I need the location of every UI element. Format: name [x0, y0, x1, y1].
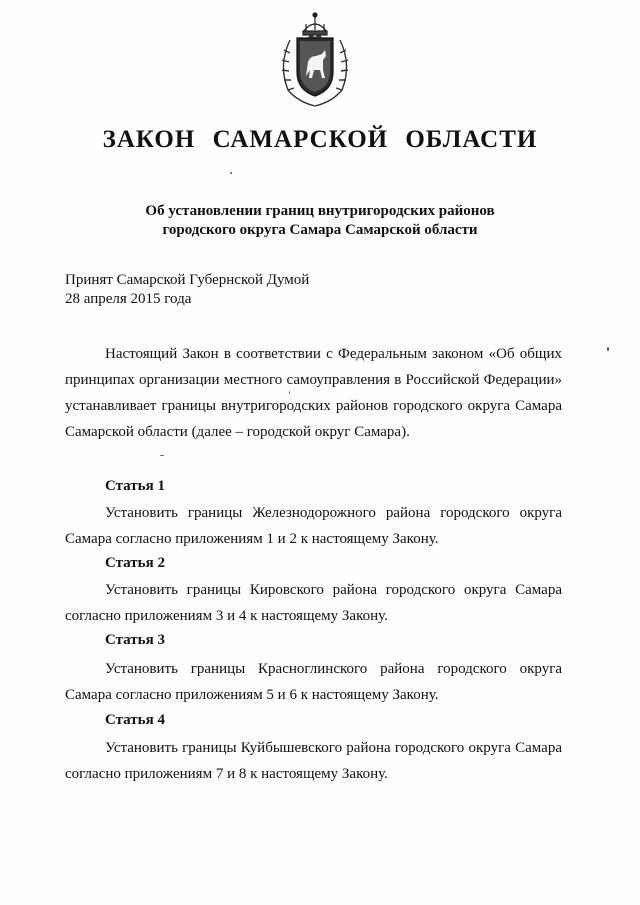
document-subtitle [0, 202, 640, 240]
scan-speck [160, 455, 164, 456]
article-4-heading: Статья 4 [105, 712, 165, 728]
subtitle-line-2: городского округа Самара Самарской области [162, 222, 478, 238]
preamble-paragraph: Настоящий Закон в соответствии с Федеральным законом «Об общих принципах организации местного самоуправления в Российской Федерации» устанавливает границы внутригородских районов городского округа Самара Самарской области (далее – городской округ Самара). [65, 346, 562, 440]
samara-coat-of-arms-icon [270, 10, 360, 110]
article-2-text: Установить границы Кировского района городского округа Самара согласно приложениям 3 и 4 к настоящему Закону. [65, 582, 562, 624]
adoption-info [65, 271, 309, 309]
article-3-text: Установить границы Красноглинского района городского округа Самара согласно приложениям 5 и 6 к настоящему Закону. [65, 661, 562, 703]
article-1-heading: Статья 1 [105, 478, 165, 494]
adoption-body: Принят Самарской Губернской Думой [65, 272, 310, 288]
subtitle-line-1: Об установлении границ внутригородских районов [145, 203, 495, 219]
article-4-text: Установить границы Куйбышевского района городского округа Самара согласно приложениям 7 и 8 к настоящему Закону. [65, 740, 562, 782]
page-title: ЗАКОН САМАРСКОЙ ОБЛАСТИ [102, 126, 538, 153]
article-1-text: Установить границы Железнодорожного района городского округа Самара согласно приложениям 1 и 2 к настоящему Закону. [65, 505, 562, 547]
scan-speck [607, 347, 609, 351]
scan-speck [289, 391, 290, 394]
article-2-heading: Статья 2 [105, 555, 165, 571]
scan-speck [230, 172, 232, 174]
article-3-heading: Статья 3 [105, 632, 165, 648]
adoption-date: 28 апреля 2015 года [65, 291, 192, 307]
